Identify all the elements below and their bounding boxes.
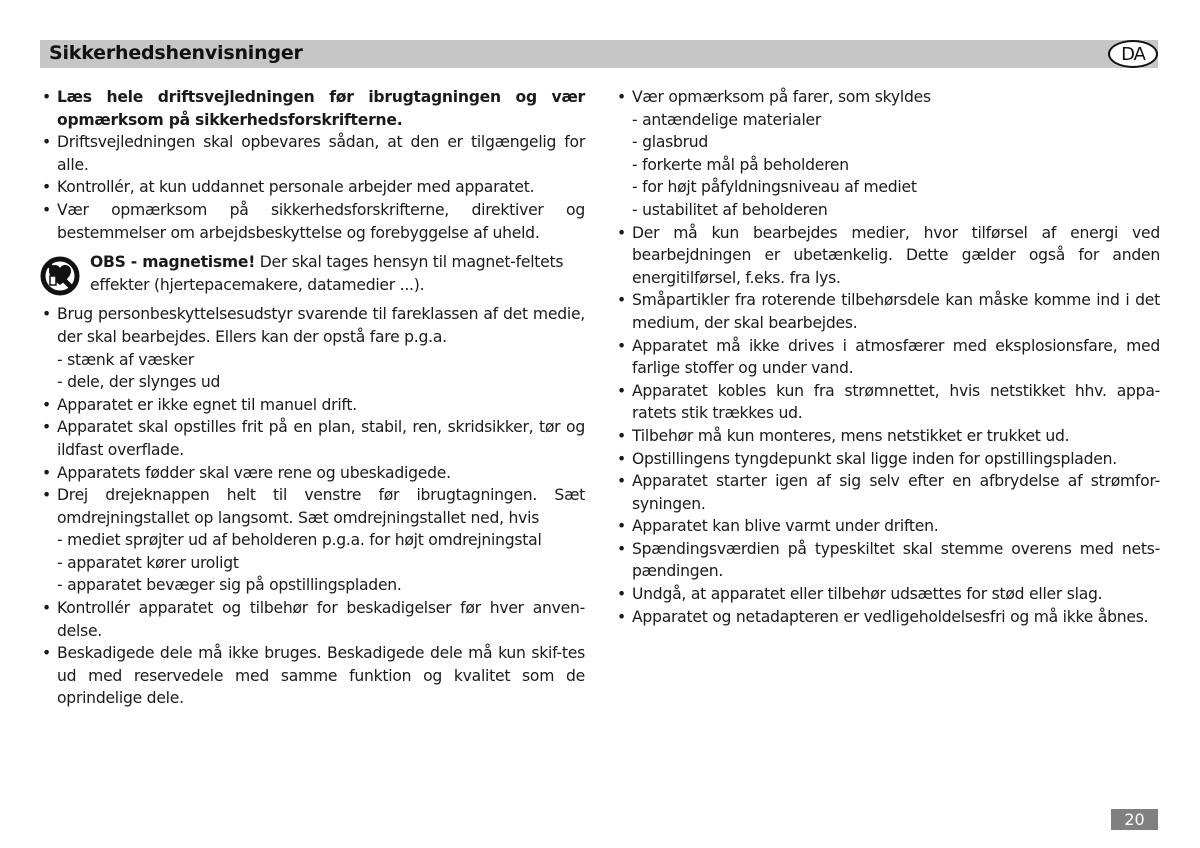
bullet-icon: •	[42, 599, 51, 618]
list-item	[40, 131, 585, 176]
list-item	[615, 289, 1160, 334]
list-item	[40, 394, 585, 417]
bullet-icon: •	[42, 395, 51, 414]
item-text: Tilbehør må kun monteres, mens netstikket er trukket ud.	[632, 426, 1070, 445]
list-item	[40, 199, 585, 244]
left-bottom-list	[40, 303, 585, 710]
list-item	[40, 176, 585, 199]
notice-text: Der skal tages hensyn til magnet-feltets effekter (hjertepacemakere, datamedier ...).	[90, 253, 564, 294]
list-item	[40, 597, 585, 642]
list-item	[40, 462, 585, 485]
list-item	[615, 335, 1160, 380]
list-item	[615, 606, 1160, 629]
bullet-icon: •	[617, 88, 626, 106]
bullet-icon: •	[617, 517, 626, 536]
list-item	[615, 86, 1160, 222]
list-item	[615, 448, 1160, 471]
bullet-icon: •	[42, 418, 51, 437]
bullet-icon: •	[617, 607, 626, 626]
bullet-icon: •	[617, 291, 626, 310]
bullet-icon: •	[617, 426, 626, 445]
list-item	[615, 425, 1160, 448]
item-text: Kontrollér apparatet og tilbehør for beskadigelser før hver anven-delse.	[57, 599, 585, 640]
bullet-icon: •	[617, 449, 626, 468]
item-text: Apparatet starter igen af sig selv efter en afbrydelse af strømfor-syningen.	[632, 472, 1160, 513]
bullet-icon: •	[42, 463, 51, 482]
item-text: Apparatets fødder skal være rene og ubeskadigede.	[57, 463, 451, 482]
sub-item: - stænk af væsker	[57, 350, 194, 369]
right-column	[615, 86, 1160, 628]
language-badge: DA	[1108, 40, 1158, 68]
list-item	[40, 416, 585, 461]
bullet-icon: •	[617, 336, 626, 355]
bullet-icon: •	[617, 223, 626, 242]
sub-item: - ustabilitet af beholderen	[632, 200, 828, 219]
left-column	[40, 86, 585, 710]
bullet-icon: •	[42, 486, 51, 505]
list-item	[40, 642, 585, 710]
item-text: Opstillingens tyngdepunkt skal ligge inden for opstillingspladen.	[632, 449, 1117, 468]
sub-item: - for højt påfyldningsniveau af mediet	[632, 178, 917, 197]
list-item	[40, 484, 585, 597]
left-top-list	[40, 86, 585, 244]
sub-item: - antændelige materialer	[632, 110, 822, 129]
list-item	[615, 380, 1160, 425]
sub-item: - glasbrud	[632, 133, 709, 152]
list-item	[615, 583, 1160, 606]
sub-item: - apparatet bevæger sig på opstillingspladen.	[57, 576, 402, 595]
bullet-icon: •	[42, 178, 51, 197]
bullet-icon: •	[42, 133, 51, 152]
item-text: Driftsvejledningen skal opbevares sådan, at den er tilgængelig for alle.	[57, 133, 585, 174]
item-text: Undgå, at apparatet eller tilbehør udsættes for stød eller slag.	[632, 585, 1103, 604]
list-item	[615, 538, 1160, 583]
notice-title: OBS - magnetisme!	[90, 253, 256, 272]
sub-item: - mediet sprøjter ud af beholderen p.g.a. for højt omdrejningstal	[57, 531, 542, 550]
item-text: Apparatet kan blive varmt under driften.	[632, 517, 939, 536]
item-text: Der må kun bearbejdes medier, hvor tilførsel af energi ved bearbejdningen er ubetænkelig. Dette gælder også for anden energitilførsel, f.eks. fra lys.	[632, 223, 1160, 287]
page-number: 20	[1111, 809, 1158, 830]
item-text: Drej drejeknappen helt til venstre før ibrugtagningen. Sæt omdrejningstallet op langsomt. Sæt omdrejningstallet ned, hvis	[57, 486, 585, 527]
magnetism-notice	[40, 251, 585, 296]
list-item	[615, 515, 1160, 538]
item-text: Spændingsværdien på typeskiltet skal stemme overens med nets-pændingen.	[632, 539, 1160, 581]
section-header	[40, 40, 1158, 68]
item-text: Beskadigede dele må ikke bruges. Beskadigede dele må kun skif-tes ud med reservedele med samme funktion og kvalitet som de oprindelige dele.	[57, 644, 585, 708]
bullet-icon: •	[42, 88, 51, 106]
page-title: Sikkerhedshenvisninger	[49, 42, 303, 64]
sub-item: - apparatet kører uroligt	[57, 553, 239, 572]
bullet-icon: •	[42, 305, 51, 324]
item-text: Apparatet må ikke drives i atmosfærer med eksplosionsfare, med farlige stoffer og under vand.	[632, 336, 1160, 378]
list-item	[40, 86, 585, 131]
item-text: Apparatet og netadapteren er vedligeholdelsesfri og må ikke åbnes.	[632, 607, 1149, 626]
sub-item: - dele, der slynges ud	[57, 373, 221, 392]
item-text: Apparatet kobles kun fra strømnettet, hvis netstikket hhv. appa-ratets stik trækkes ud.	[632, 381, 1160, 423]
right-list	[615, 86, 1160, 628]
item-text: Vær opmærksom på sikkerhedsforskrifterne, direktiver og bestemmelser om arbejdsbeskyttelse og forebyggelse af uheld.	[57, 200, 585, 242]
item-text: Apparatet er ikke egnet til manuel drift.	[57, 395, 357, 414]
item-text: Læs hele driftsvejledningen før ibrugtagningen og vær opmærksom på sikkerhedsforskrifterne.	[57, 88, 585, 129]
no-pacemaker-magnetism-icon	[40, 256, 80, 296]
bullet-icon: •	[617, 585, 626, 604]
bullet-icon: •	[617, 539, 626, 558]
item-text: Vær opmærksom på farer, som skyldes	[632, 88, 931, 106]
item-text: Apparatet skal opstilles frit på en plan, stabil, ren, skridsikker, tør og ildfast overflade.	[57, 418, 585, 459]
item-text: Kontrollér, at kun uddannet personale arbejder med apparatet.	[57, 178, 535, 197]
sub-item: - forkerte mål på beholderen	[632, 155, 849, 174]
list-item	[40, 303, 585, 393]
item-text: Brug personbeskyttelsesudstyr svarende til fareklassen af det medie, der skal bearbejdes. Ellers kan der opstå fare p.g.a.	[57, 305, 585, 346]
bullet-icon: •	[617, 472, 626, 491]
bullet-icon: •	[42, 644, 51, 663]
bullet-icon: •	[42, 200, 51, 219]
bullet-icon: •	[617, 381, 626, 400]
list-item	[615, 470, 1160, 515]
list-item	[615, 222, 1160, 290]
item-text: Småpartikler fra roterende tilbehørsdele kan måske komme ind i det medium, der skal bearbejdes.	[632, 291, 1160, 332]
